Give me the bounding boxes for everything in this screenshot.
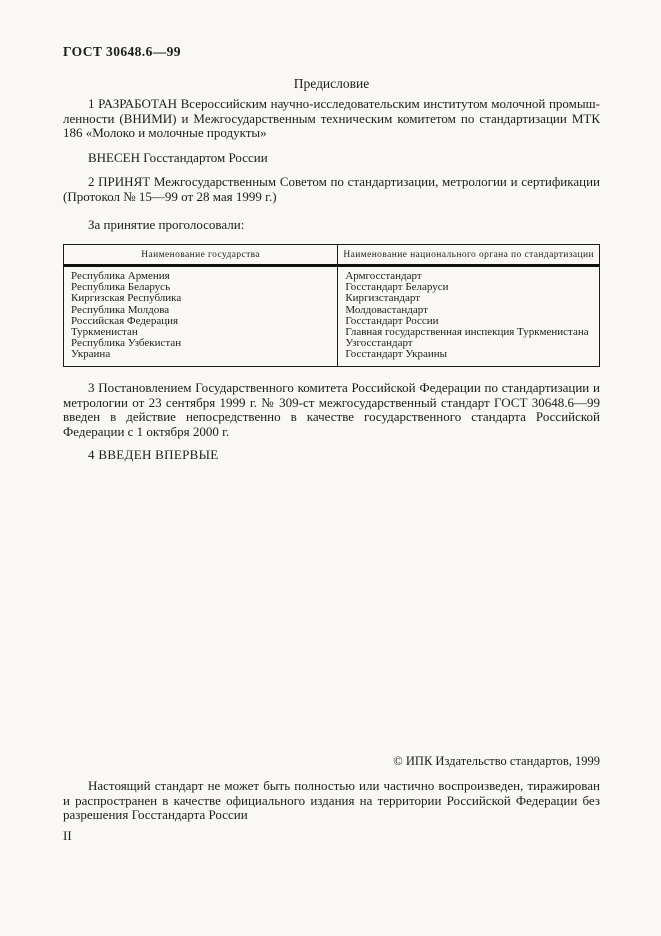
clause-3-resolution: 3 Постановлением Государственного комитета Российской Федерации по стандартизации и метрологии от 23 сентября 1999 г. № 309-ст межгосударственный стандарт ГОСТ 30648.6—99 введен в действие непосредственно в качестве государственного стандарта Российской Федерации с 1 октября 2000 г. <box>63 380 600 439</box>
table-row <box>64 338 600 349</box>
table-cell: Молдовастандарт <box>345 304 428 316</box>
table-cell: Главная государственная инспекция Туркменистана <box>345 327 589 339</box>
voting-table-body <box>64 266 600 367</box>
table-row <box>64 293 600 304</box>
table-cell: Республика Армения <box>64 266 338 283</box>
vote-intro-line: За принятие проголосовали: <box>88 217 245 232</box>
table-row <box>64 266 600 283</box>
preface-title: Предисловие <box>293 76 370 91</box>
table-cell: Украина <box>64 349 338 366</box>
column-header-state: Наименование государства <box>64 245 338 266</box>
standard-code: ГОСТ 30648.6—99 <box>63 44 181 59</box>
voting-table-header <box>64 245 600 266</box>
table-cell: Республика Беларусь <box>64 282 338 293</box>
table-cell: Госстандарт Беларуси <box>345 282 449 294</box>
table-row <box>64 316 600 327</box>
table-cell: Узгосстандарт <box>345 338 413 350</box>
table-row <box>64 282 600 293</box>
clause-4-first-introduced: 4 ВВЕДЕН ВПЕРВЫЕ <box>88 447 219 462</box>
table-row <box>64 305 600 316</box>
table-cell: Туркменистан <box>64 327 338 338</box>
clause-1-developed: 1 РАЗРАБОТАН Всероссийским научно-исследовательским институтом молочной промышленности (ВНИМИ) и Межгосударственным техническим комитетом по стандартизации МТК 186 «Молоко и молочные продукты» <box>63 96 600 141</box>
table-cell: Российская Федерация <box>64 316 338 327</box>
clause-2-adopted: 2 ПРИНЯТ Межгосударственным Советом по стандартизации, метрологии и сертификации (Протокол № 15—99 от 28 мая 1999 г.) <box>63 174 600 204</box>
table-row <box>64 349 600 366</box>
table-cell: Киргизстандарт <box>345 293 421 305</box>
table-cell: Республика Узбекистан <box>64 338 338 349</box>
page-number: II <box>63 828 72 843</box>
table-row <box>64 327 600 338</box>
reproduction-restriction-note: Настоящий стандарт не может быть полностью или частично воспроизведен, тиражирован и распространен в качестве официального издания на территории Российской Федерации без разрешения Госстандарта России <box>63 778 600 823</box>
voting-table <box>63 244 600 367</box>
submitted-line: ВНЕСЕН Госстандартом России <box>88 150 268 165</box>
table-cell: Госстандарт России <box>345 315 439 327</box>
table-cell: Киргизская Республика <box>64 293 338 304</box>
table-cell: Республика Молдова <box>64 305 338 316</box>
voting-table-header-row <box>64 245 600 266</box>
copyright-line: © ИПК Издательство стандартов, 1999 <box>393 754 600 768</box>
table-cell: Армгосстандарт <box>345 270 422 282</box>
column-header-national-body: Наименование национального органа по стандартизации <box>338 245 600 266</box>
table-cell: Госстандарт Украины <box>345 349 448 361</box>
